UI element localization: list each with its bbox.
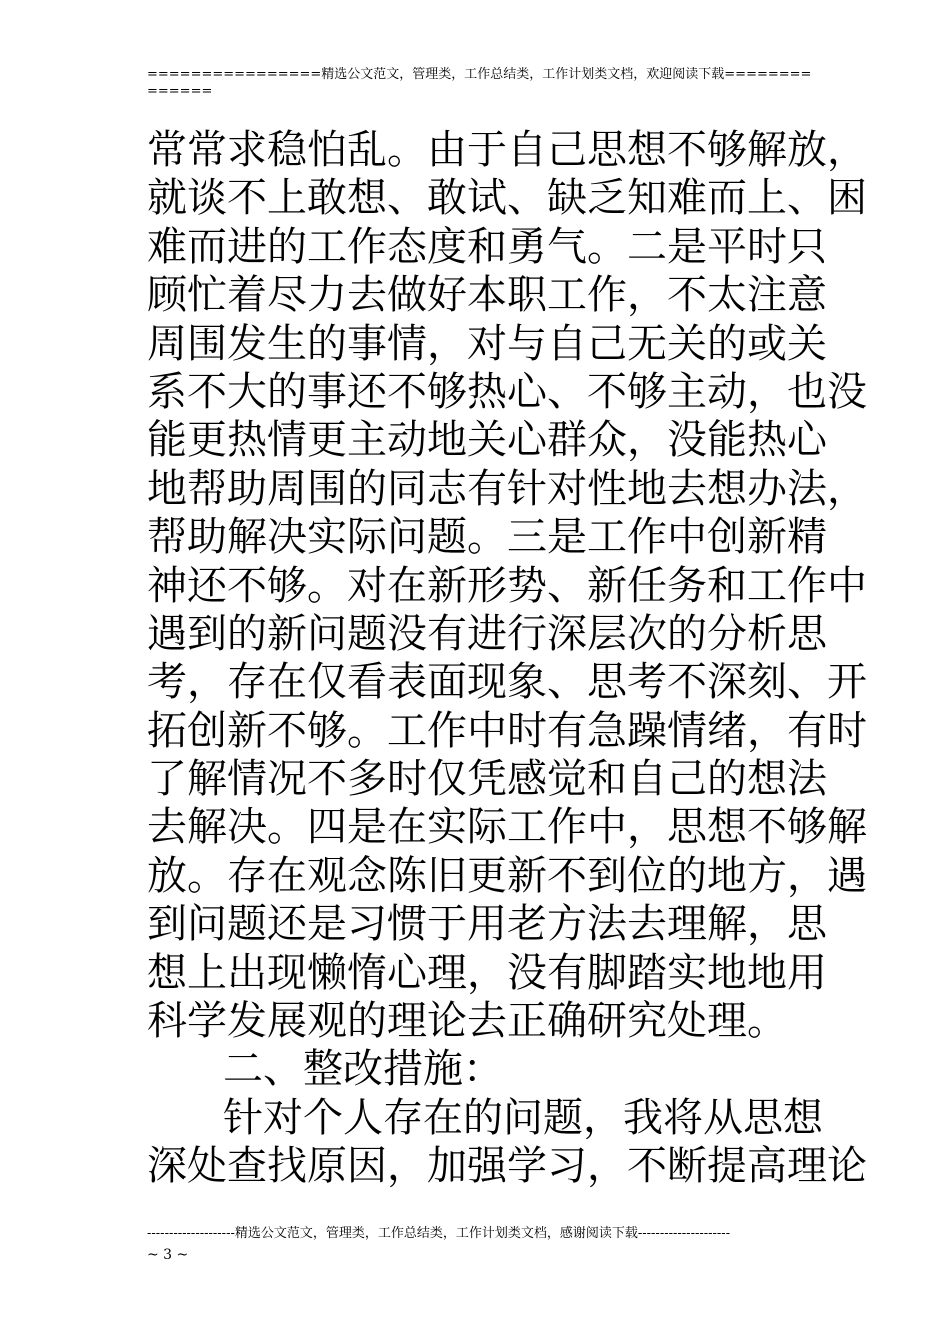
- body-line: 遇到的新问题没有进行深层次的分析思: [147, 610, 827, 657]
- body-line: 系不大的事还不够热心、不够主动，也没: [147, 368, 867, 415]
- body-line: 神还不够。对在新形势、新任务和工作中: [147, 562, 867, 609]
- body-line: 常常求稳怕乱。由于自己思想不够解放，: [147, 127, 867, 173]
- body-line: 放。存在观念陈旧更新不到位的地方，遇: [147, 852, 867, 899]
- body-line: 针对个人存在的问题，我将从思想: [223, 1094, 823, 1141]
- body-line: 难而进的工作态度和勇气。二是平时只: [147, 223, 827, 270]
- body-line: 顾忙着尽力去做好本职工作，不太注意: [147, 272, 827, 319]
- document-body: [147, 126, 867, 1191]
- body-line: 帮助解决实际问题。三是工作中创新精: [147, 514, 827, 561]
- page-number: ~ 3 ~: [147, 1247, 189, 1263]
- section-heading: 二、整改措施：: [223, 1046, 503, 1093]
- page-header: ================精选公文范文，管理类，工作总结类，工作计划类文档，欢迎阅读下载==============: [147, 67, 812, 99]
- body-line: 能更热情更主动地关心群众，没能热心: [147, 417, 827, 464]
- body-line: 考，存在仅看表面现象、思考不深刻、开: [147, 659, 867, 706]
- page-footer: --------------------精选公文范文，管理类，工作总结类，工作计划类文档，感谢阅读下载---------------------: [147, 1226, 731, 1241]
- body-line: 周围发生的事情，对与自己无关的或关: [147, 320, 827, 367]
- body-line: 去解决。四是在实际工作中，思想不够解: [147, 804, 867, 851]
- body-line: 到问题还是习惯于用老方法去理解，思: [147, 901, 827, 948]
- body-line: 了解情况不多时仅凭感觉和自己的想法: [147, 756, 827, 803]
- body-line: 地帮助周围的同志有针对性地去想办法，: [147, 465, 867, 512]
- body-line: 深处查找原因，加强学习，不断提高理论: [147, 1143, 867, 1190]
- body-line: 就谈不上敢想、敢试、缺乏知难而上、困: [147, 175, 867, 222]
- body-line: 科学发展观的理论去正确研究处理。: [147, 998, 787, 1045]
- body-line: 拓创新不够。工作中时有急躁情绪，有时: [147, 707, 867, 754]
- body-line: 想上出现懒惰心理，没有脚踏实地地用: [147, 949, 827, 996]
